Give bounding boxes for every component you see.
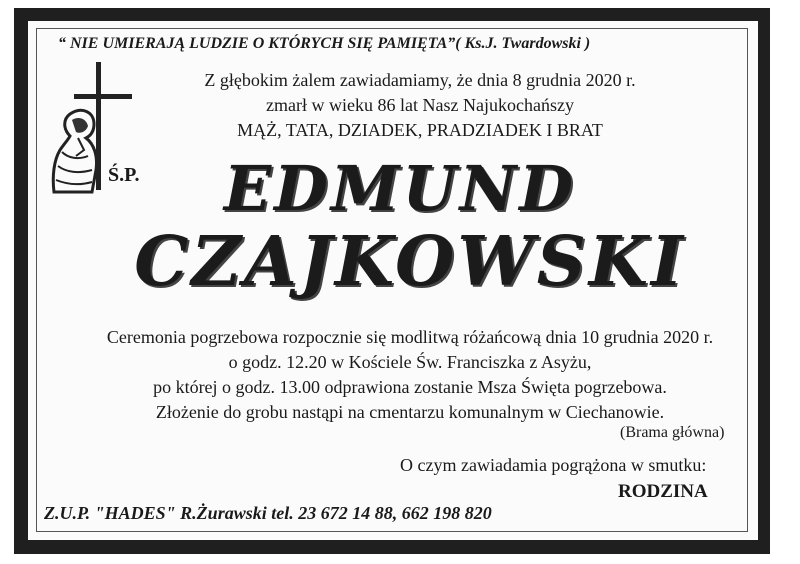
deceased-last-name: CZAJKOWSKI [134,222,686,302]
prefix-sp: Ś.P. [108,164,140,186]
mourners-line: O czym zawiadamia pogrążona w smutku: [400,455,707,475]
epigraph-quote: “ NIE UMIERAJĄ LUDZIE O KTÓRYCH SIĘ PAMIĘTA”( Ks.J. Twardowski ) [58,35,591,52]
deceased-first-name: EDMUND [223,152,577,225]
ceremony-details [70,325,750,425]
gate-note: (Brama główna) [620,424,725,441]
ceremony-line: Złożenie do grobu nastąpi na cmentarzu komunalnym w Ciechanowie. [155,402,665,422]
announcement-line: Z głębokim żalem zawiadamiamy, że dnia 8 grudnia 2020 r. [204,70,636,90]
family-signature: RODZINA [618,481,708,502]
announcement-line: zmarł w wieku 86 lat Nasz Najukochańszy [266,95,574,115]
ceremony-line: po której o godz. 13.00 odprawiona zostanie Msza Święta pogrzebowa. [153,377,667,397]
ceremony-line: o godz. 12.20 w Kościele Św. Franciszka z Asyżu, [228,352,592,372]
ceremony-line: Ceremonia pogrzebowa rozpocznie się modlitwą różańcową dnia 10 grudnia 2020 r. [106,327,714,347]
funeral-home-contact: Z.U.P. "HADES" R.Żurawski tel. 23 672 14 88, 662 198 820 [44,503,492,523]
announcement-text [160,68,680,143]
announcement-line: MĄŻ, TATA, DZIADEK, PRADZIADEK I BRAT [237,120,603,140]
